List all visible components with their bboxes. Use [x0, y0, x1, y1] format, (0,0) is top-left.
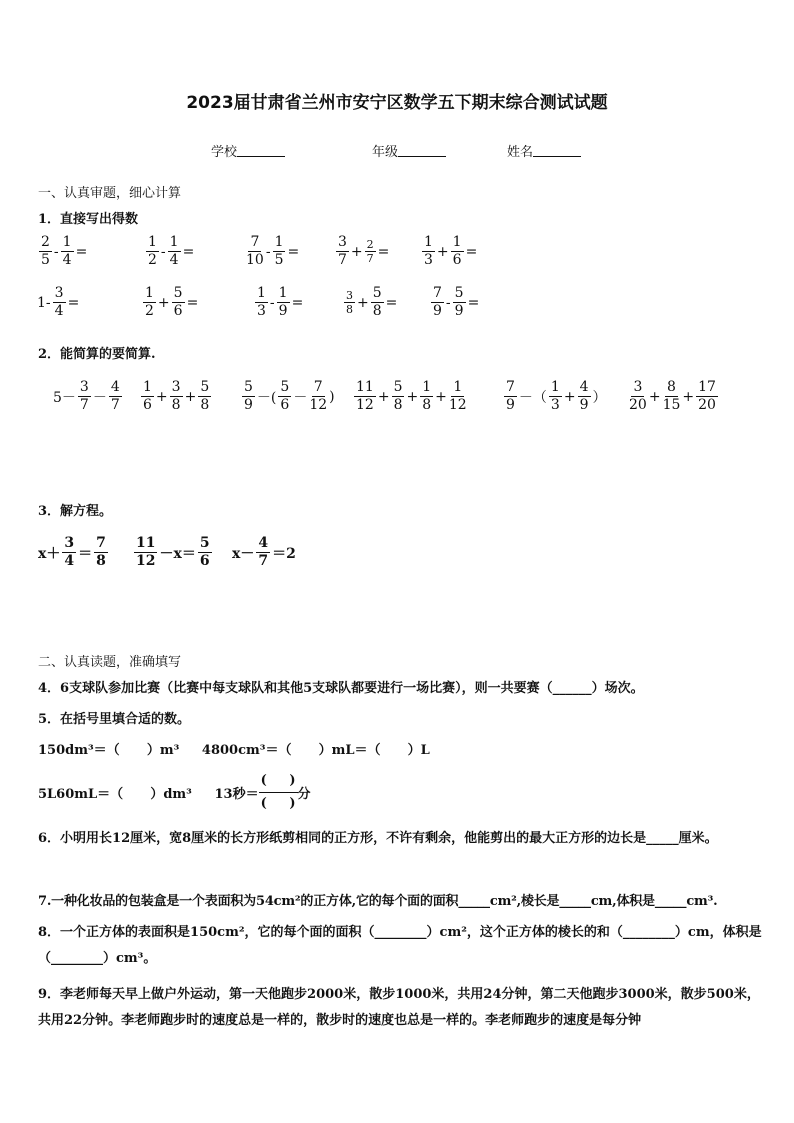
q2-expr-4: $\frac{11}{12}$ + $\frac{5}{8}$ + $\frac{1}{8}$ + $\frac{1}{12}$ [356, 379, 467, 413]
fraction: $\frac{5}{8}$ [393, 379, 403, 413]
fraction: $\frac{3}{7}$ [338, 234, 347, 268]
grade-field [372, 141, 446, 160]
fraction: $\frac{3}{8}$ [346, 289, 353, 316]
fraction: $\frac{11}{12}$ [136, 535, 156, 569]
fraction: $\frac{1}{2}$ [145, 285, 154, 319]
fraction: $\frac{7}{12}$ [309, 379, 328, 413]
school-label: 学校 [211, 145, 238, 160]
paren-fraction[interactable]: $\frac{( )}{( )}$ [259, 770, 298, 815]
name-field [507, 141, 581, 160]
q3-equation-2: $\frac{11}{12}$ －x＝ $\frac{5}{6}$ [136, 535, 210, 569]
name-label: 姓名 [507, 145, 534, 160]
question-5-line-2: 5L60mL＝（ ）dm³ 13秒＝ $\frac{( )}{( )}$ 分 [38, 770, 311, 815]
section-2-heading: 二、认真读题，准确填写 [38, 655, 182, 670]
question-8: 8．一个正方体的表面积是150cm²，它的每个面的面积（________）cm²，这个正方体的棱长的和（________）cm，体积是（________）cm³。 [38, 925, 762, 966]
grade-blank[interactable] [398, 144, 446, 157]
grade-label: 年级 [372, 145, 399, 160]
q2-expr-6: $\frac{3}{20}$ + $\frac{8}{15}$ + $\frac{17}{20}$ [629, 379, 716, 413]
school-blank[interactable] [237, 144, 285, 157]
question-3-label: 3．解方程。 [38, 504, 113, 519]
fraction: $\frac{5}{8}$ [200, 379, 210, 413]
fraction: $\frac{3}{20}$ [629, 379, 647, 413]
q1-expr-3: $\frac{7}{10}$ - $\frac{1}{5}$ = [246, 234, 300, 268]
fraction: $\frac{2}{7}$ [366, 238, 374, 265]
q1-expr-1: $\frac{2}{5}$ - $\frac{1}{4}$ = [41, 234, 88, 268]
fraction: $\frac{7}{9}$ [506, 379, 515, 413]
fraction: $\frac{1}{12}$ [448, 379, 467, 413]
fraction: $\frac{17}{20}$ [698, 379, 716, 413]
fraction: $\frac{1}{4}$ [62, 234, 72, 268]
fraction: $\frac{1}{8}$ [422, 379, 432, 413]
fraction: $\frac{1}{3}$ [257, 285, 266, 319]
question-7: 7.一种化妆品的包装盒是一个表面积为54cm²的正方体,它的每个面的面积_____cm²,棱长是_____cm,体积是_____cm³. [38, 894, 718, 909]
q1-expr-4: $\frac{3}{7}$ + $\frac{2}{7}$ = [338, 234, 390, 268]
q2-expr-3: $\frac{5}{9}$ －( $\frac{5}{6}$ － $\frac{7}{12}$ ) [244, 379, 335, 413]
fraction: $\frac{3}{7}$ [79, 379, 89, 413]
question-5-line-1: 150dm³＝（ ）m³ 4800cm³＝（ ）mL＝（ ）L [38, 743, 430, 758]
name-blank[interactable] [533, 144, 581, 157]
fraction: $\frac{7}{10}$ [246, 234, 264, 268]
fraction: $\frac{7}{8}$ [96, 535, 106, 569]
question-4: 4．6支球队参加比赛（比赛中每支球队和其他5支球队都要进行一场比赛），则一共要赛（______）场次。 [38, 681, 644, 696]
q1-expr-2: $\frac{1}{2}$ - $\frac{1}{4}$ = [148, 234, 195, 268]
fraction: $\frac{5}{9}$ [244, 379, 253, 413]
question-6: 6．小明用长12厘米，宽8厘米的长方形纸剪相同的正方形，不许有剩余，他能剪出的最大正方形的边长是_____厘米。 [38, 831, 718, 846]
fraction: $\frac{5}{6}$ [173, 285, 183, 319]
q1-expr-5: $\frac{1}{3}$ + $\frac{1}{6}$ = [424, 234, 478, 268]
q1-expr-10: $\frac{7}{9}$ - $\frac{5}{9}$ = [433, 285, 480, 319]
fraction: $\frac{1}{6}$ [452, 234, 462, 268]
fraction: $\frac{5}{6}$ [280, 379, 290, 413]
school-field [211, 141, 285, 160]
question-1-label: 1．直接写出得数 [38, 212, 139, 227]
section-1-heading: 一、认真审题，细心计算 [38, 186, 182, 201]
q2-expr-1: 5－ $\frac{3}{7}$ － $\frac{4}{7}$ [53, 379, 120, 413]
fraction: $\frac{1}{4}$ [169, 234, 179, 268]
fraction: $\frac{4}{7}$ [110, 379, 120, 413]
fraction: $\frac{3}{4}$ [54, 285, 64, 319]
fraction: $\frac{5}{6}$ [199, 535, 210, 569]
q3-equation-1: x＋ $\frac{3}{4}$ ＝ $\frac{7}{8}$ [38, 535, 106, 569]
fraction: $\frac{3}{8}$ [171, 379, 181, 413]
fraction: $\frac{7}{9}$ [433, 285, 442, 319]
q2-expr-5: $\frac{7}{9}$ －（ $\frac{1}{3}$ + $\frac{4}{9}$ ） [506, 379, 607, 413]
fraction: $\frac{3}{4}$ [64, 535, 75, 569]
fraction: $\frac{1}{6}$ [143, 379, 152, 413]
q1-expr-9: $\frac{3}{8}$ + $\frac{5}{8}$ = [346, 285, 398, 319]
fraction: $\frac{1}{5}$ [274, 234, 284, 268]
fraction: $\frac{4}{7}$ [258, 535, 269, 569]
fraction: $\frac{2}{5}$ [41, 234, 50, 268]
fraction: $\frac{1}{2}$ [148, 234, 157, 268]
fraction: $\frac{4}{9}$ [579, 379, 589, 413]
fraction: $\frac{1}{9}$ [278, 285, 288, 319]
fraction: $\frac{5}{8}$ [372, 285, 382, 319]
page-title: 2023届甘肃省兰州市安宁区数学五下期末综合测试试题 [186, 93, 608, 113]
q1-expr-8: $\frac{1}{3}$ - $\frac{1}{9}$ = [257, 285, 304, 319]
fraction: $\frac{1}{3}$ [550, 379, 560, 413]
q1-expr-6: 1- $\frac{3}{4}$ = [37, 285, 80, 319]
fraction: $\frac{11}{12}$ [356, 379, 374, 413]
q2-expr-2: $\frac{1}{6}$ + $\frac{3}{8}$ + $\frac{5}{8}$ [143, 379, 210, 413]
q1-expr-7: $\frac{1}{2}$ + $\frac{5}{6}$ = [145, 285, 199, 319]
fraction: $\frac{5}{9}$ [454, 285, 464, 319]
question-2-label: 2．能简算的要简算. [38, 347, 156, 362]
fraction: $\frac{1}{3}$ [424, 234, 433, 268]
question-5-label: 5．在括号里填合适的数。 [38, 712, 191, 727]
question-9: 9．李老师每天早上做户外运动，第一天他跑步2000米，散步1000米，共用24分钟，第二天他跑步3000米，散步500米，共用22分钟。李老师跑步时的速度总是一样的，散步时的速度也总是一样的。李老师跑步的速度是每分钟 [38, 987, 760, 1028]
fraction: $\frac{8}{15}$ [662, 379, 681, 413]
q3-equation-3: x－ $\frac{4}{7}$ ＝2 [232, 535, 296, 569]
